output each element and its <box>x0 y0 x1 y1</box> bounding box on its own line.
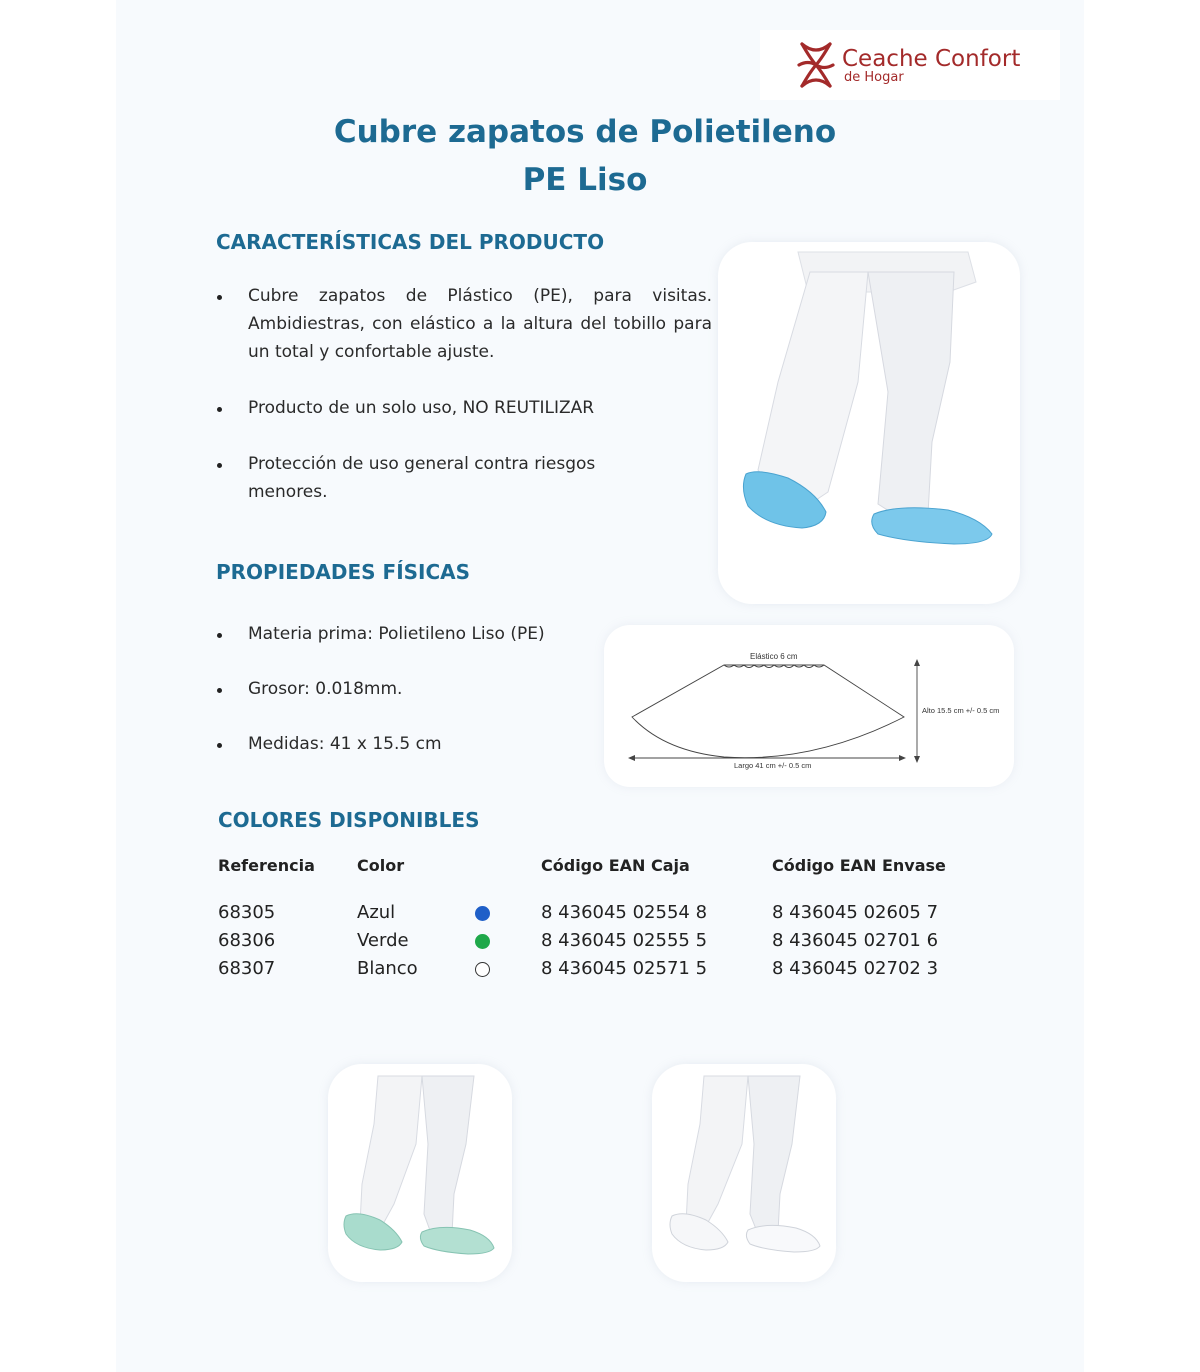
shoe-cover-outline-diagram <box>604 625 1014 787</box>
table-cell-ean-envase: 8 436045 02702 3 <box>772 958 939 979</box>
list-item: Cubre zapatos de Plástico (PE), para visitas. Ambidiestras, con elástico a la altura del tobillo para un total y confortable ajuste. <box>216 282 712 366</box>
list-item: Materia prima: Polietileno Liso (PE) <box>216 620 596 648</box>
brand-subtitle: de Hogar <box>844 70 904 85</box>
brand-logo-icon <box>796 38 836 92</box>
table-cell-ean-caja: 8 436045 02554 8 <box>541 902 708 923</box>
legs-blue-covers-image <box>718 242 1020 604</box>
diagram-label-elastico: Elástico 6 cm <box>750 652 798 661</box>
color-swatch-white <box>475 962 490 977</box>
list-caracteristicas-2 <box>216 394 712 422</box>
col-header-ean-caja: Código EAN Caja <box>541 856 690 875</box>
list-item: Producto de un solo uso, NO REUTILIZAR <box>216 394 712 422</box>
page-title-line-1: Cubre zapatos de Polietileno <box>333 114 837 150</box>
list-item: Protección de uso general contra riesgos menores. <box>216 450 636 506</box>
heading-propiedades: PROPIEDADES FÍSICAS <box>216 560 471 584</box>
brand-logo <box>760 30 1060 100</box>
heading-caracteristicas: CARACTERÍSTICAS DEL PRODUCTO <box>216 230 605 254</box>
dimension-diagram <box>604 625 1014 787</box>
table-cell-referencia: 68306 <box>218 930 276 951</box>
table-cell-color: Azul <box>357 902 396 923</box>
page-title-line-2: PE Liso <box>522 162 648 198</box>
product-photo-blue <box>718 242 1020 604</box>
color-swatch-blue <box>475 906 490 921</box>
col-header-ean-envase: Código EAN Envase <box>772 856 946 875</box>
list-item: Grosor: 0.018mm. <box>216 675 596 703</box>
table-cell-ean-caja: 8 436045 02571 5 <box>541 958 708 979</box>
table-cell-color: Verde <box>357 930 409 951</box>
product-photo-white <box>652 1064 836 1282</box>
diagram-label-largo: Largo 41 cm +/- 0.5 cm <box>734 761 812 770</box>
list-propiedades <box>216 620 596 648</box>
table-cell-referencia: 68307 <box>218 958 276 979</box>
heading-colores: COLORES DISPONIBLES <box>218 808 480 832</box>
product-photo-green <box>328 1064 512 1282</box>
table-cell-ean-envase: 8 436045 02605 7 <box>772 902 939 923</box>
list-caracteristicas-3 <box>216 450 636 506</box>
table-cell-ean-caja: 8 436045 02555 5 <box>541 930 708 951</box>
legs-green-covers-image <box>328 1064 512 1282</box>
list-item: Medidas: 41 x 15.5 cm <box>216 730 596 758</box>
list-propiedades-2 <box>216 675 596 703</box>
list-propiedades-3 <box>216 730 596 758</box>
list-caracteristicas <box>216 282 712 366</box>
col-header-referencia: Referencia <box>218 856 315 875</box>
table-cell-color: Blanco <box>357 958 418 979</box>
legs-white-covers-image <box>652 1064 836 1282</box>
brand-name: Ceache Confort <box>842 46 1021 72</box>
col-header-color: Color <box>357 856 405 875</box>
diagram-label-alto: Alto 15.5 cm +/- 0.5 cm <box>922 706 1000 715</box>
table-cell-ean-envase: 8 436045 02701 6 <box>772 930 939 951</box>
color-swatch-green <box>475 934 490 949</box>
table-cell-referencia: 68305 <box>218 902 276 923</box>
